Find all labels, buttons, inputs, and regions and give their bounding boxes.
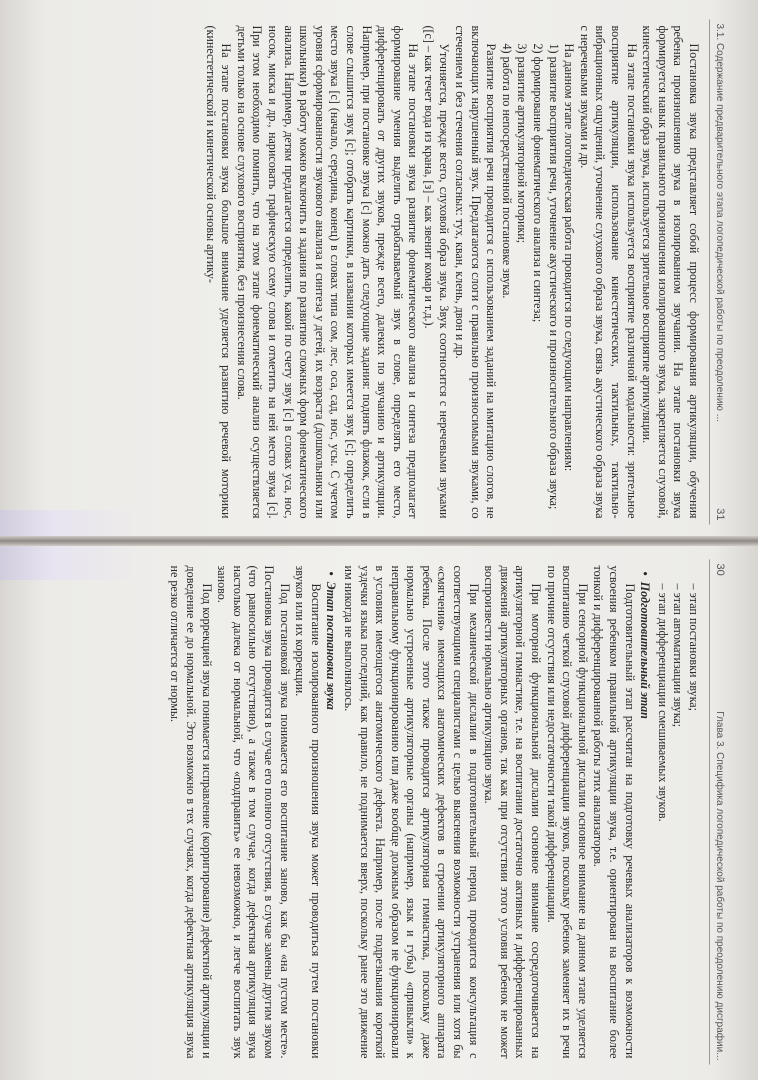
- list-item: 3) развитие артикуляторной моторики;: [515, 43, 530, 244]
- page-number: 31: [714, 508, 726, 521]
- list-item: 1) развитие восприятия речи, уточнение акустического и произносительного образа звука;: [546, 43, 561, 510]
- page-body: [202, 20, 709, 525]
- section-title: Этап постановки звука: [324, 581, 339, 710]
- list-item: 2) формирование фонематического анализа и синтеза;: [531, 43, 546, 323]
- paragraph: При механической дислалии в подготовительный период проводится консультация с соответствующими специалистами с целью выяснения возможности устранения или хотя бы «смягчения» имеющихся анатомических дефектов в строении артикуляторного аппарата ребенка. После этого также проводится артикуляторная гимнастика, поскольку даже нормально устроенные артикуляторные органы (например, язык и губы) «привыкли» к неправильному функционированию или даже вообще должным образом не функционировали в условиях имеющегося анатомического дефекта. Например, после подрезывания короткой уздечки языка последний, как правило, не поднимается вверх, поскольку ранее это движение им никогда не выполнялось.: [341, 565, 481, 1059]
- paragraph: Постановка звука представляет собой процесс формирования артикуляции, обучения ребенка произношению звука в изолированном звучании. На этапе постановки звука формируется навык правильного произношения изолированного звука, закрепляется слуховой, кинестетический образ звука, используется зрительное восприятие артикуляции.: [640, 25, 701, 519]
- paragraph: Подготовительный этап рассчитан на подготовку речевых анализаторов к возможности усвоения ребенком правильной артикуляции звука, т.е. ориентирован на воспитание более тонкой и дифференцированной работы этих анализаторов.: [591, 565, 637, 1059]
- running-header-title: 3.1. Содержание предварительного этапа логопедической работы по преодолению ...: [714, 23, 725, 423]
- list-item: 4) работа по непосредственной постановке звука.: [499, 43, 514, 299]
- paragraph: Развитие восприятия речи проводится с использованием заданий на имитацию слогов, не включающих нарушенный звук. Предлагаются слоги с правильно произносимыми звуками, со стечением и без стечения согласных: тух, кван, клень, двон и др.: [453, 25, 499, 519]
- bullet-icon: •: [324, 571, 339, 576]
- page-30: [26, 560, 726, 1065]
- page-31: [26, 20, 726, 525]
- book-spine: [0, 536, 758, 546]
- paragraph: На этапе постановки звука используется восприятие различной модальности: зрительное восприятие артикуляции, использование кинестетических, тактильных, тактильно-вибрационных ощущений, уточнение слухового образа звука, связь акустического образа звука с неречевыми звуками и др.: [577, 25, 639, 519]
- list-item: – этап дифференциации смешиваемых звуков.: [655, 583, 670, 822]
- paragraph: На этапе постановки звука развитие фонематического анализа и синтеза предполагает формирование умения выделить отрабатываемый звук в слове, определять его место, дифференцировать от других звуков, прежде всего, далеких по звучанию и артикуляции. Например, при постановке звука [с] можно дать следующие задания: поднять флажок, если в слове слышится звук [с]; отобрать картинки, в названии которых имеется звук [с]; определить место звука [с] (начало, середина, конец) в словах типа сом, лес, оса, сад, нос, усы. С учетом уровня сформированности звукового анализа и синтеза у детей, их возраста (дошкольники или школьники) в работу можно включить и задания по развитию сложных форм фонематического анализа. Например, детям предлагается определить, какой по счету звук [с] в словах уса, нос, носок, миска и др., нарисовать графическую схему слова и отметить на ней место звука [с]. При этом необходимо помнить, что на этом этапе фонематический анализ осуществляется детьми только на основе слухового восприятия, без произнесения слова.: [234, 25, 421, 519]
- paragraph: Под коррекцией звука понимается исправление (корригирование) дефектной артикуляции и доведение ее до нормальной. Это возможно в тех случаях, когда дефектная артикуляция звука не резко отличается от нормы.: [168, 565, 214, 1059]
- list-item: – этап автоматизации звука;: [671, 583, 686, 728]
- running-header: [709, 560, 726, 1065]
- running-header: [709, 20, 726, 525]
- list-item: – этап постановки звука;: [687, 583, 701, 712]
- paragraph: Под постановкой звука понимается его воспитание заново, как бы «на пустом месте». Постановка звука проводится в случае его полного отсутствия, в случае замены другим звуком (что равносильно отсутствию), а также в том случае, когда дефектная артикуляция звука настолько далека от нормальной, что «подправить» ее невозможно, и легче воспитать звук заново.: [215, 565, 292, 1059]
- page-number: 30: [714, 563, 726, 576]
- paragraph: Уточняется, прежде всего, слуховой образ звука. Звук соотносится с неречевыми звуками ([с] – как течет вода из крана, [з] – как звенит комар и т.д.).: [421, 25, 452, 519]
- section-title: Подготовительный этап: [638, 581, 653, 719]
- paragraph: При моторной функциональной дислалии основное внимание сосредоточивается на артикуляторной гимнастике, т.е. на воспитании достаточно активных и дифференцированных движений артикуляторных органов, так как при отсутствии этого условия ребенок не может воспроизвести нормально артикуляцию звука.: [482, 565, 544, 1059]
- paragraph: При сенсорной функциональной дислалии основное внимание на данном этапе уделяется воспитанию четкой слуховой дифференциации звуков, поскольку ребенок заменяет их в речи по причине отсутствия или недостаточности такой дифференциации.: [544, 565, 590, 1059]
- bullet-icon: •: [638, 571, 653, 576]
- section-heading: [323, 566, 339, 1059]
- page-body: [167, 560, 709, 1065]
- running-header-title: Глава 3. Специфика логопедической работы по преодолению дисграфии...: [714, 711, 725, 1061]
- paragraph: На данном этапе логопедическая работа проводится по следующим направлениям:: [562, 43, 577, 472]
- section-heading: [637, 566, 653, 1059]
- paragraph: На этапе постановки звука большое внимание уделяется развитию речевой моторики (кинестетической и кинетической основы артику-: [203, 25, 234, 519]
- paragraph: Воспитание изолированного произношения звука может проводиться путем постановки звуков или их коррекции.: [293, 565, 323, 1059]
